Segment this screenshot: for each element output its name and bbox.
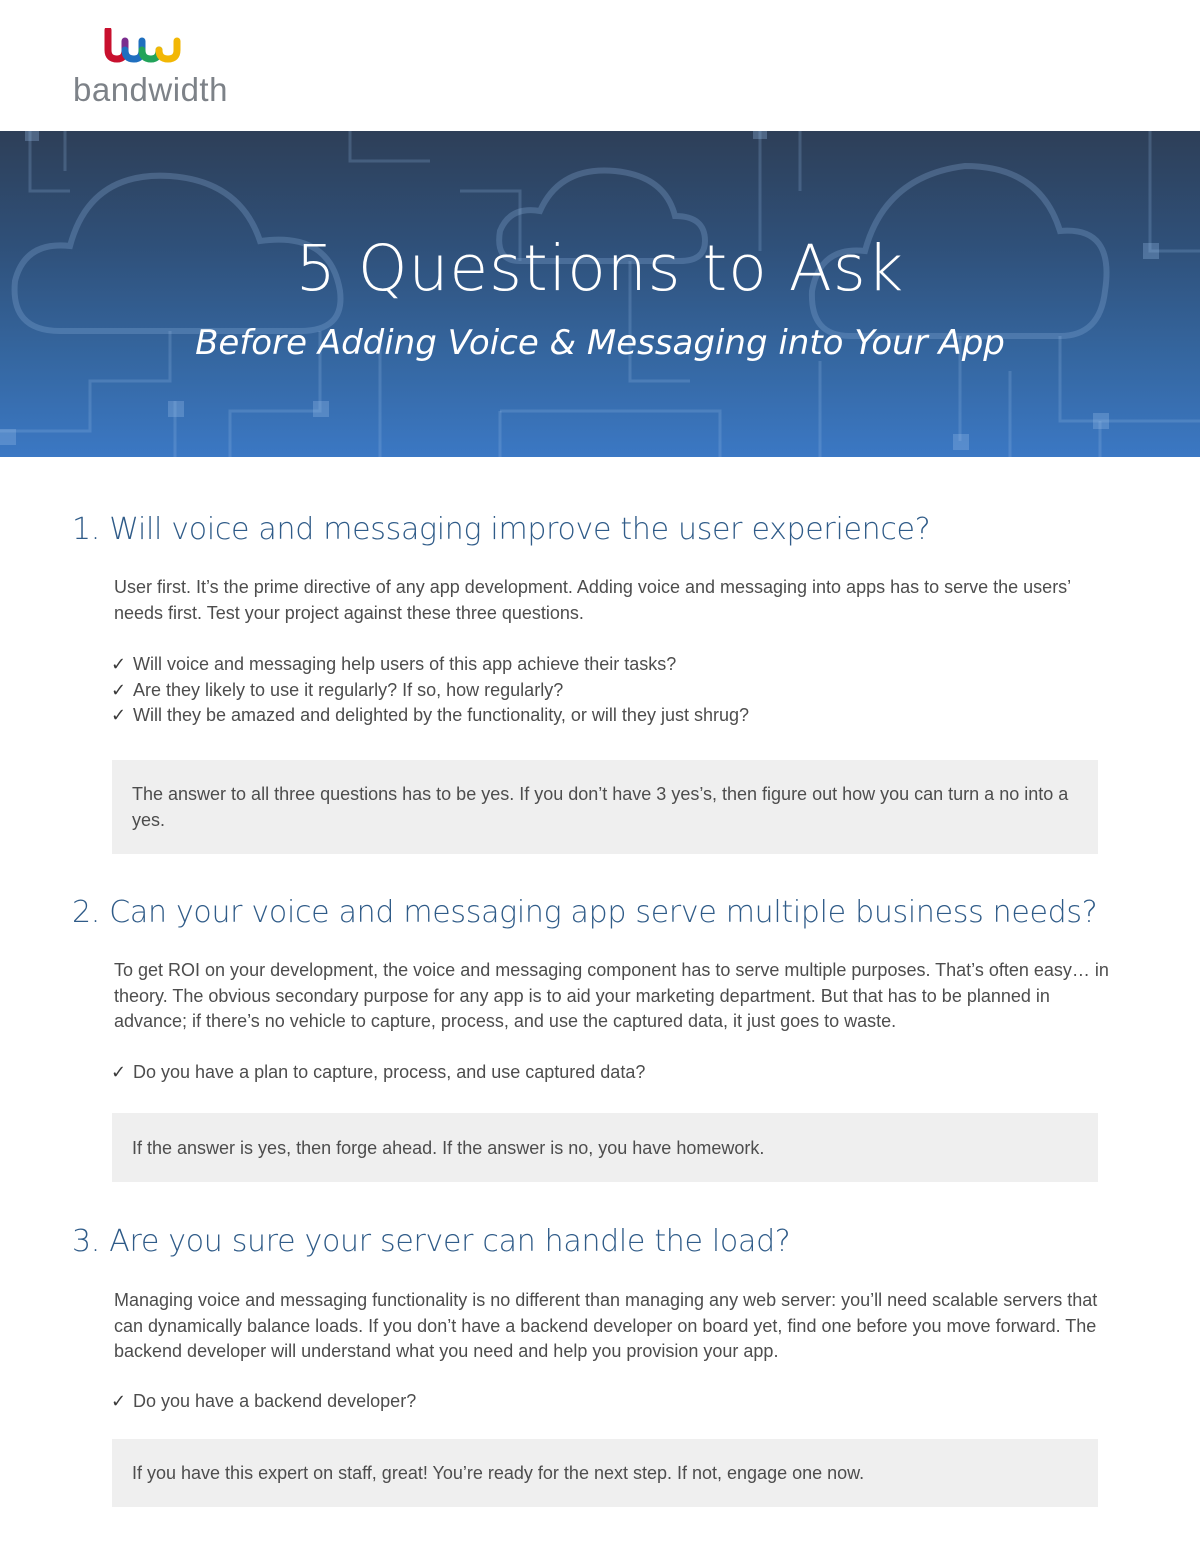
section-2-callout [112,1113,1098,1182]
section-3-heading: 3. Are you sure your server can handle the load? [72,1224,791,1259]
page-header [0,0,1200,131]
checklist-item: ✓ Will they be amazed and delighted by the functionality, or will they just shrug? [111,703,1111,729]
check-icon: ✓ [111,705,127,725]
page-title: 5 Questions to Ask [295,232,905,305]
section-2-heading: 2. Can your voice and messaging app serve multiple business needs? [72,895,1098,930]
section-3-body: Managing voice and messaging functionality is no different than managing any web server: you’ll need scalable servers that can dynamically balance loads. If you don’t have a backend developer on board yet, find one before you move forward. The backend developer will understand what you need and help you provision your app. [114,1290,1098,1361]
callout-text: If the answer is yes, then forge ahead. If the answer is no, you have homework. [132,1137,765,1158]
check-icon: ✓ [111,1062,127,1082]
page-subtitle: Before Adding Voice & Messaging into Your App [195,323,1005,363]
section-1-body: User first. It’s the prime directive of any app development. Adding voice and messaging into apps has to serve the users’ needs first. Test your project against these three questions. [114,577,1071,623]
section-1-heading: 1. Will voice and messaging improve the user experience? [72,512,931,547]
callout-text: The answer to all three questions has to be yes. If you don’t have 3 yes’s, then figure out how you can turn a no into a yes. [132,784,1069,830]
section-1-callout [112,760,1098,854]
bandwidth-logo-icon [103,28,193,64]
check-icon: ✓ [111,1391,127,1411]
checklist-item: ✓ Do you have a backend developer? [111,1389,1111,1415]
section-2-checklist [111,1060,1111,1086]
brand-name: bandwidth [73,71,228,108]
section-2-body: To get ROI on your development, the voice and messaging component has to serve multiple purposes. That’s often easy… in theory. The obvious secondary purpose for any app is to aid your marketing department. But that has to be planned in advance; if there’s no vehicle to capture, process, and use the captured data, it just goes to waste. [114,960,1109,1031]
checklist-item: ✓ Do you have a plan to capture, process, and use captured data? [111,1060,1111,1086]
section-3-callout [112,1439,1098,1507]
callout-text: If you have this expert on staff, great! You’re ready for the next step. If not, engage one now. [132,1463,865,1483]
check-icon: ✓ [111,654,127,674]
checklist-item: ✓ Are they likely to use it regularly? If so, how regularly? [111,678,1111,704]
section-1-checklist [111,652,1111,729]
check-icon: ✓ [111,679,127,700]
hero-banner [0,131,1200,457]
section-3-checklist [111,1389,1111,1415]
checklist-item: ✓ Will voice and messaging help users of this app achieve their tasks? [111,652,1111,678]
